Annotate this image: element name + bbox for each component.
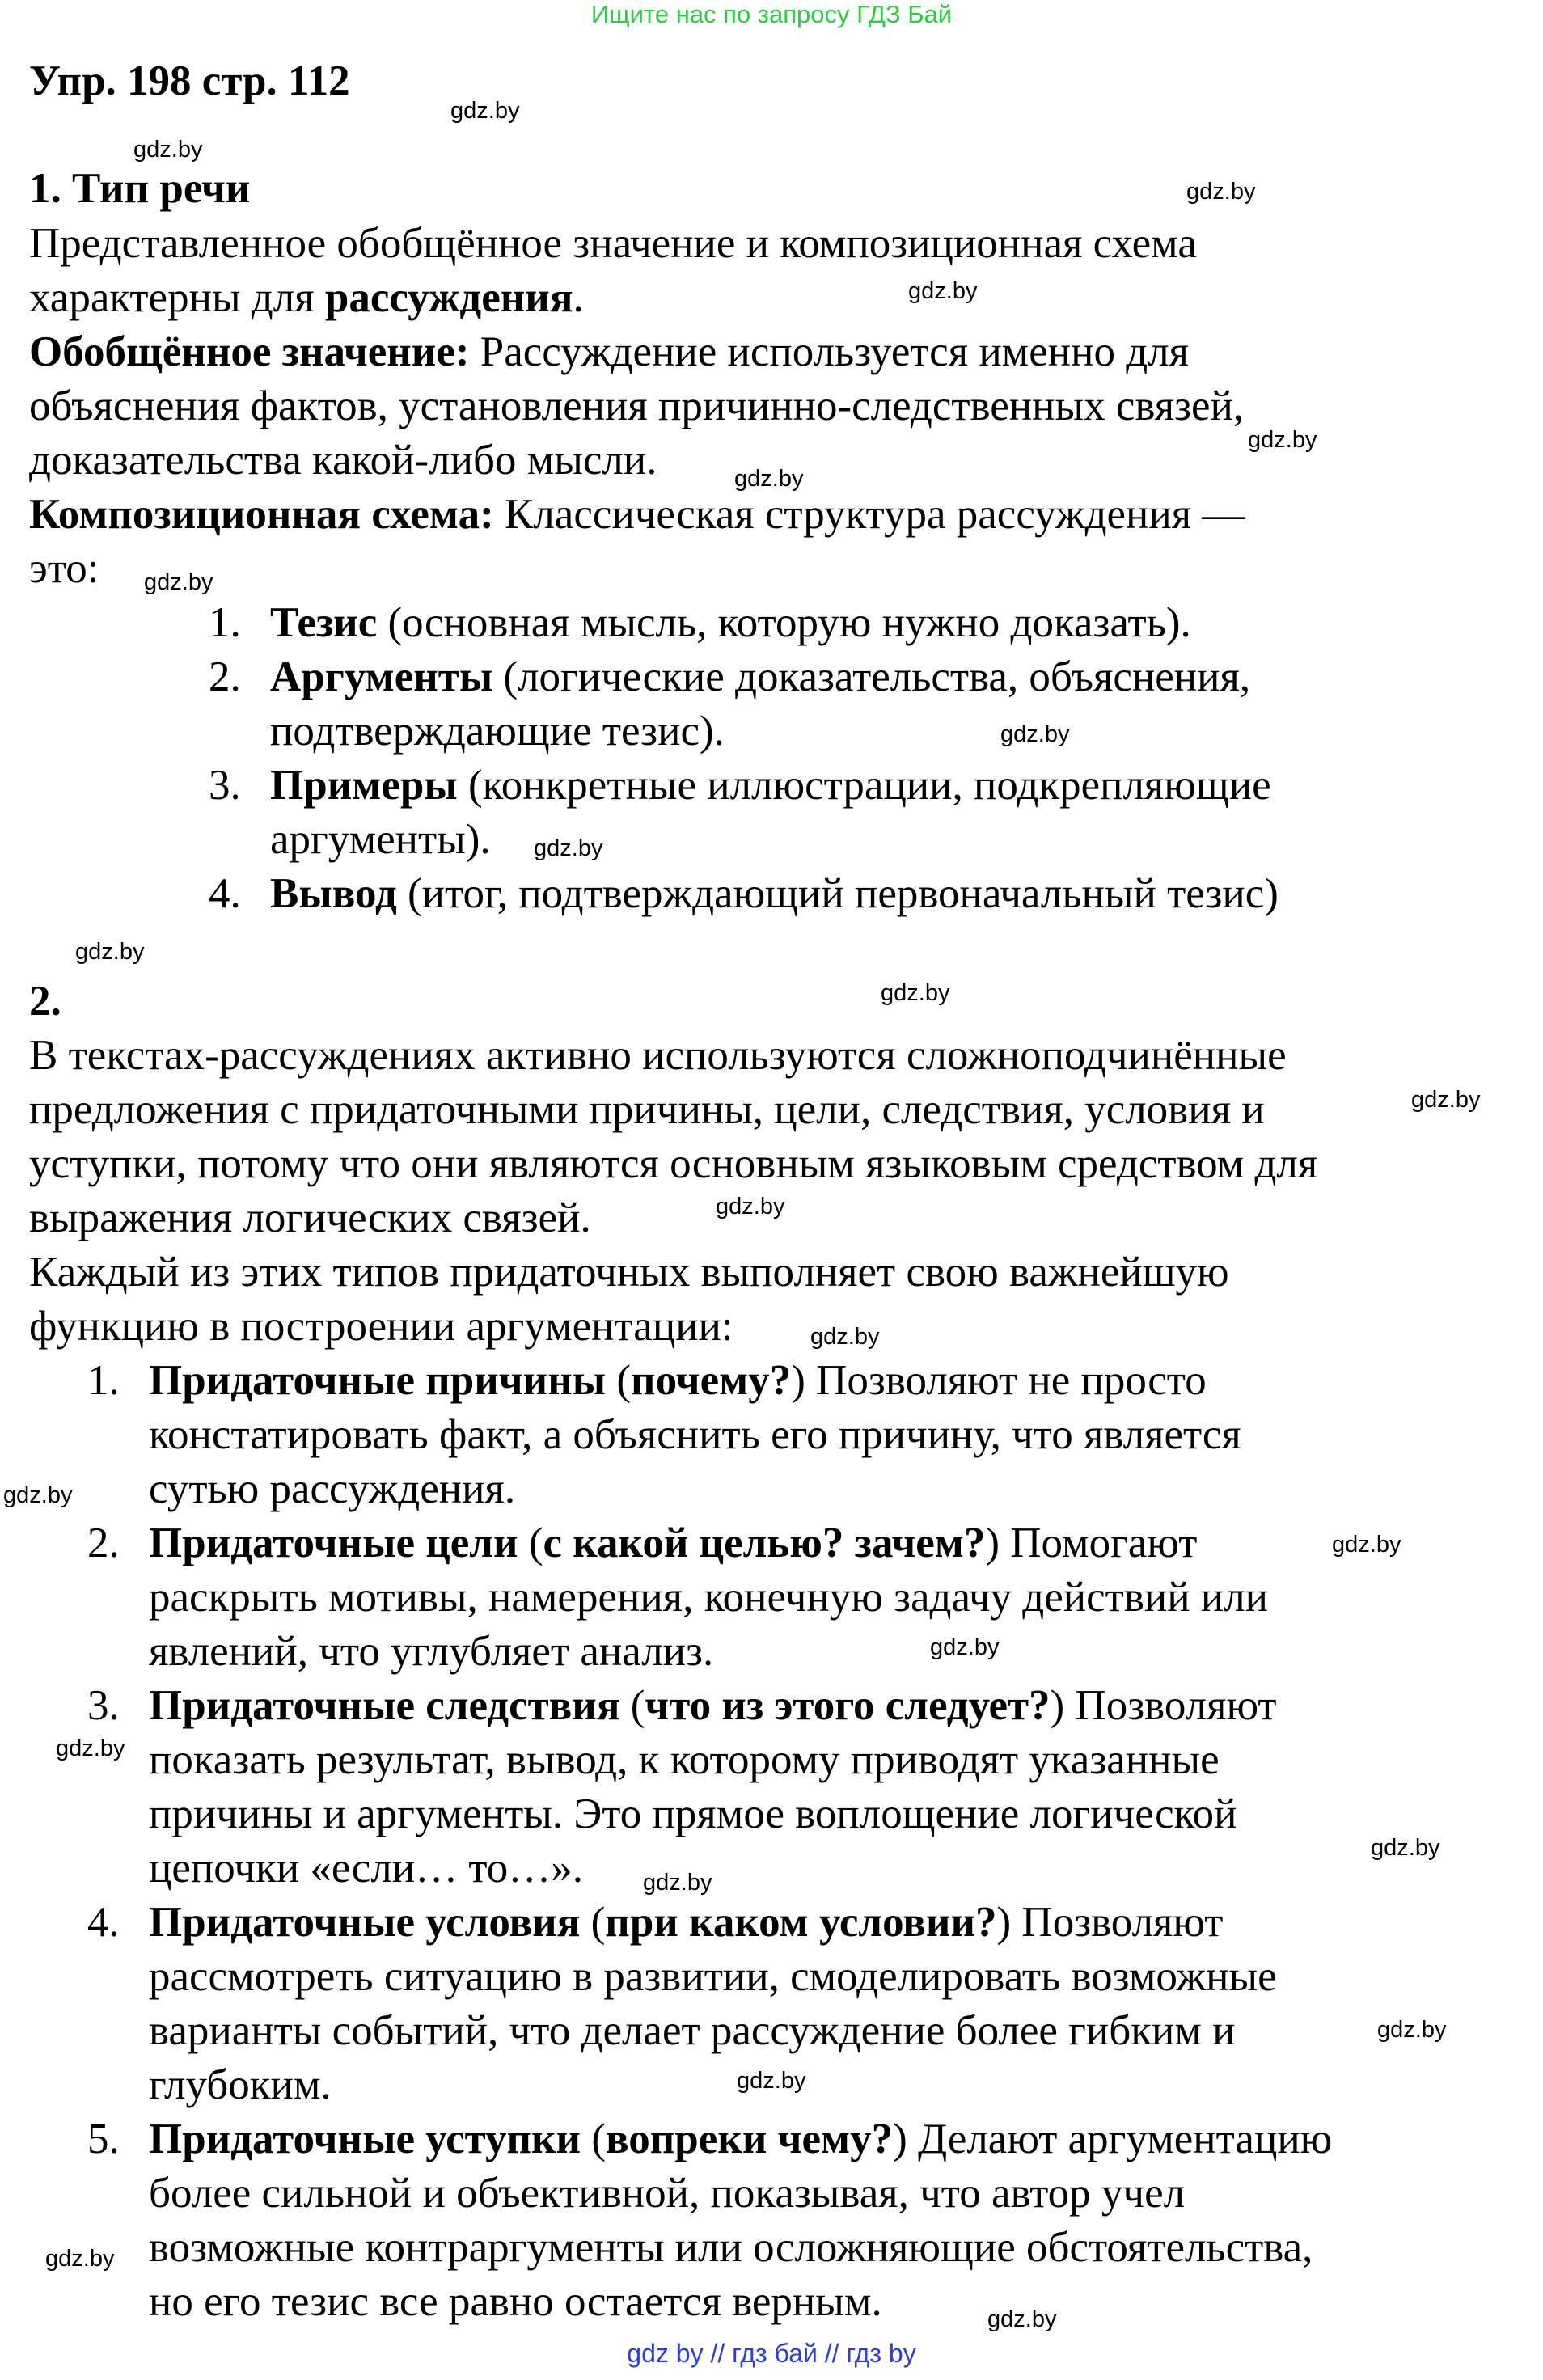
section1-intro-line1: Представленное обобщённое значение и композиционная схема [29, 220, 1197, 267]
watermark: gdz.by [45, 2246, 115, 2272]
watermark: gdz.by [1000, 721, 1070, 747]
clause-item-continuation: рассмотреть ситуацию в развитии, смоделировать возможные [149, 1953, 1277, 2000]
scheme-line1: Композиционная схема: Классическая структура рассуждения — [29, 491, 1245, 538]
top-banner: Ищите нас по запросу ГДЗ Бай [590, 0, 953, 28]
watermark: gdz.by [133, 137, 203, 163]
watermark: gdz.by [881, 980, 950, 1006]
clause-item-continuation: цепочки «если… то…». [149, 1845, 584, 1892]
watermark: gdz.by [987, 2306, 1057, 2332]
scheme-item: Тезис (основная мысль, которую нужно доказать). [270, 599, 1191, 646]
clause-item: Придаточные уступки (вопреки чему?) Делают аргументацию [149, 2116, 1333, 2162]
watermark: gdz.by [734, 466, 804, 492]
clause-item-number: 3. [87, 1682, 120, 1729]
clause-item-continuation: раскрыть мотивы, намерения, конечную задачу действий или [149, 1574, 1269, 1621]
scheme-item-number: 2. [209, 653, 241, 700]
clause-item-continuation: сутью рассуждения. [149, 1465, 516, 1512]
watermark: gdz.by [716, 1194, 785, 1220]
section2-paragraph-line: предложения с придаточными причины, цели, следствия, условия и [29, 1086, 1265, 1133]
watermark: gdz.by [75, 939, 145, 965]
clause-item-continuation: явлений, что углубляет анализ. [149, 1628, 714, 1675]
footer: gdz by // гдз бай // гдз by [627, 2339, 916, 2368]
clause-item-continuation: варианты событий, что делает рассуждение более гибким и [149, 2007, 1236, 2054]
clause-item-continuation: глубоким. [149, 2061, 332, 2108]
clause-item-continuation: но его тезис все равно остается верным. [149, 2278, 882, 2325]
scheme-line2: это: [29, 545, 99, 592]
watermark: gdz.by [56, 1735, 125, 1761]
watermark: gdz.by [1248, 427, 1317, 453]
clause-item-continuation: причины и аргументы. Это прямое воплощение логической [149, 1790, 1237, 1837]
watermark: gdz.by [3, 1482, 73, 1508]
scheme-item-number: 3. [209, 762, 241, 809]
clause-item-number: 2. [87, 1520, 120, 1566]
watermark: gdz.by [1377, 2017, 1447, 2043]
clause-item-number: 4. [87, 1899, 120, 1946]
section2-heading: 2. [29, 978, 61, 1025]
meaning-line1: Обобщённое значение: Рассуждение используется именно для [29, 328, 1190, 375]
clause-item-number: 1. [87, 1357, 120, 1404]
scheme-item: Примеры (конкретные иллюстрации, подкрепляющие [270, 762, 1271, 809]
meaning-line3: доказательства какой-либо мысли. [29, 437, 657, 484]
scheme-item: Вывод (итог, подтверждающий первоначальный тезис) [270, 870, 1279, 917]
watermark: gdz.by [1411, 1087, 1481, 1113]
watermark: gdz.by [534, 835, 603, 861]
clause-item: Придаточные условия (при каком условии?) Позволяют [149, 1899, 1224, 1946]
section2-paragraph-line: В текстах-рассуждениях активно используются сложноподчинённые [29, 1032, 1287, 1079]
clause-item: Придаточные цели (с какой целью? зачем?) Помогают [149, 1520, 1198, 1566]
watermark: gdz.by [1186, 179, 1256, 205]
section1-heading: 1. Тип речи [29, 165, 251, 212]
section2-paragraph-line: функцию в построении аргументации: [29, 1303, 733, 1350]
clause-item-number: 5. [87, 2116, 120, 2162]
watermark: gdz.by [144, 569, 213, 595]
page-title: Упр. 198 стр. 112 [29, 57, 350, 104]
scheme-item-continuation: подтверждающие тезис). [270, 708, 725, 755]
watermark: gdz.by [1371, 1835, 1440, 1861]
scheme-item-number: 1. [209, 599, 241, 646]
clause-item-continuation: показать результат, вывод, к которому приводят указанные [149, 1736, 1220, 1783]
clause-item: Придаточные причины (почему?) Позволяют не просто [149, 1357, 1207, 1404]
scheme-item: Аргументы (логические доказательства, объяснения, [270, 653, 1251, 700]
clause-item-continuation: констатировать факт, а объяснить его причину, что является [149, 1411, 1241, 1458]
clause-item-continuation: возможные контраргументы или осложняющие обстоятельства, [149, 2224, 1313, 2271]
scheme-item-continuation: аргументы). [270, 816, 491, 863]
watermark: gdz.by [810, 1324, 880, 1350]
clause-item-continuation: более сильной и объективной, показывая, что автор учел [149, 2170, 1186, 2217]
watermark: gdz.by [643, 1870, 712, 1896]
watermark: gdz.by [1332, 1532, 1401, 1558]
scheme-item-number: 4. [209, 870, 241, 917]
watermark: gdz.by [450, 98, 520, 124]
clause-item: Придаточные следствия (что из этого следует?) Позволяют [149, 1682, 1277, 1729]
section2-paragraph-line: уступки, потому что они являются основным языковым средством для [29, 1140, 1318, 1187]
section1-intro-line2: характерны для рассуждения. [29, 274, 584, 321]
section2-paragraph-line: Каждый из этих типов придаточных выполняет свою важнейшую [29, 1249, 1229, 1296]
meaning-line2: объяснения фактов, установления причинно-следственных связей, [29, 383, 1245, 429]
watermark: gdz.by [737, 2068, 806, 2094]
watermark: gdz.by [930, 1634, 1000, 1660]
section2-paragraph-line: выражения логических связей. [29, 1194, 591, 1241]
watermark: gdz.by [908, 278, 978, 304]
